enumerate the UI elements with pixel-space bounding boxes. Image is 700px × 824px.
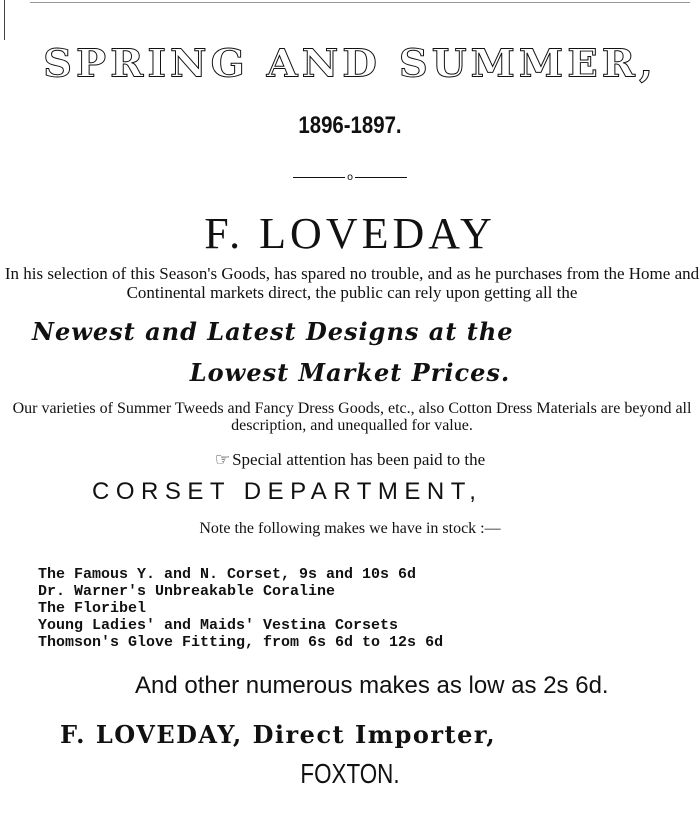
top-border-line [30,2,690,3]
banner-line-1: Newest and Latest Designs at the [32,317,514,346]
list-item: The Famous Y. and N. Corset, 9s and 10s 6d [38,566,417,583]
intro-paragraph: In his selection of this Season's Goods, has spared no trouble, and as he purchases from the Home and Continental markets direct, the public can rely upon getting all the [4,264,700,302]
left-border-line [4,0,5,40]
list-item: Young Ladies' and Maids' Vestina Corsets [38,617,399,634]
list-item: The Floribel [38,600,147,617]
list-item: Dr. Warner's Unbreakable Coraline [38,583,336,600]
special-attention-text: Special attention has been paid to the [232,450,486,469]
merchant-name: F. LOVEDAY [204,209,496,258]
pointing-hand-icon: ☞ [214,450,231,470]
other-makes-line: And other numerous makes as low as 2s 6d. [135,672,609,699]
season-years: 1896-1897. [298,112,402,139]
season-heading: SPRING AND SUMMER, [43,41,657,86]
ornamental-divider [0,172,700,183]
divider-rule-left [293,177,345,178]
stock-note: Note the following makes we have in stock :— [199,520,501,537]
varieties-paragraph: Our varieties of Summer Tweeds and Fancy Dress Goods, etc., also Cotton Dress Materials are beyond all description, and unequalled for value. [12,400,692,434]
corset-department-heading: CORSET DEPARTMENT, [92,478,483,505]
list-item: Thomson's Glove Fitting, from 6s 6d to 12s 6d [38,634,444,651]
banner-line-2: Lowest Market Prices. [189,358,511,387]
importer-signature: F. LOVEDAY, Direct Importer, [60,720,497,749]
divider-rule-right [355,177,407,178]
divider-knot: o [346,172,354,183]
special-attention-line [0,450,700,470]
town-name: FOXTON. [300,758,400,789]
stock-list [38,566,443,651]
